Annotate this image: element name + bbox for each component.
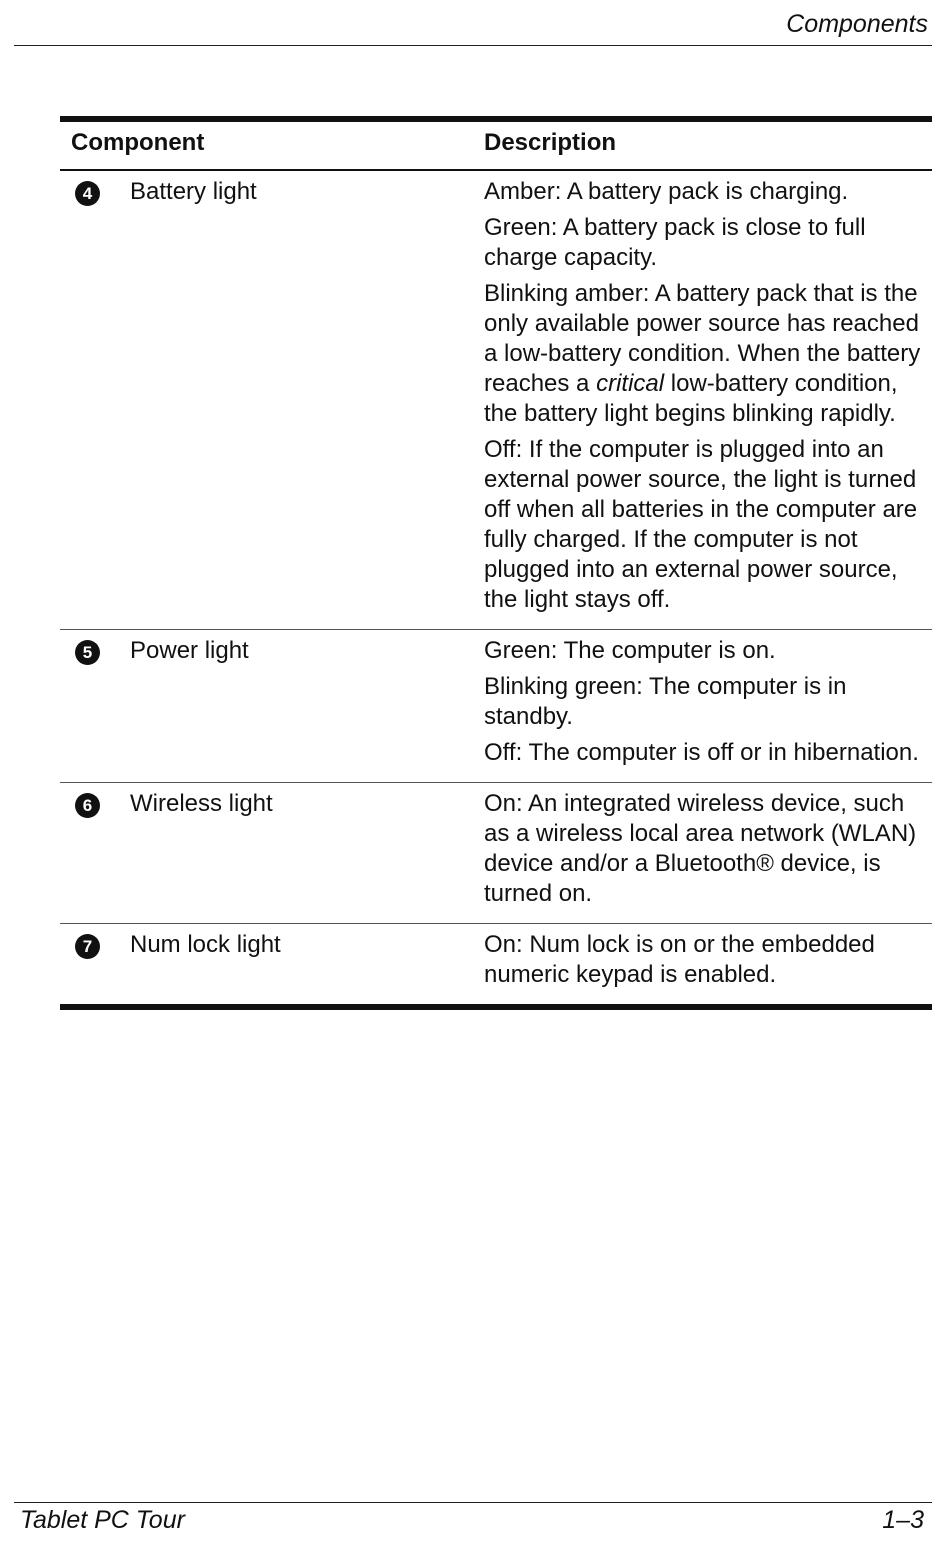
page-number: 1–3 (882, 1506, 924, 1534)
footer-rule (14, 1502, 932, 1503)
component-description (484, 630, 932, 783)
description-line: Off: The computer is off or in hibernation. (484, 739, 919, 766)
table-row (60, 170, 932, 630)
table-row (60, 924, 932, 1008)
component-name: Battery light (130, 178, 257, 205)
description-line: Blinking amber: A battery pack that is the only available power source has reached a low-battery condition. When the battery reaches a critical low-battery condition, the battery light begins blinking rapidly. (484, 280, 921, 427)
table-row (60, 630, 932, 783)
description-line: On: An integrated wireless device, such as a wireless local area network (WLAN) device and/or a Bluetooth® device, is turned on. (484, 790, 917, 907)
column-header-description: Description (484, 119, 932, 170)
table-row (60, 783, 932, 924)
description-line: Green: The computer is on. (484, 637, 776, 664)
component-name: Num lock light (130, 924, 484, 1008)
description-line: Off: If the computer is plugged into an external power source, the light is turned off when all batteries in the computer are fully charged. If the computer is not plugged into an external power source, the light stays off. (484, 436, 918, 613)
callout-number: 5 (75, 640, 100, 665)
header-rule (14, 45, 932, 46)
table-header-row (60, 119, 932, 170)
footer-title: Tablet PC Tour (20, 1506, 185, 1534)
callout-number: 7 (75, 934, 100, 959)
components-table-container (60, 116, 932, 1010)
running-header: Components (786, 10, 928, 38)
description-line: Blinking green: The computer is in standby. (484, 673, 847, 730)
callout-number: 4 (75, 181, 100, 206)
component-description (484, 924, 932, 1008)
column-header-component: Component (60, 119, 484, 170)
description-line: Amber: A battery pack is charging. (484, 178, 849, 205)
description-line: Green: A battery pack is close to full charge capacity. (484, 214, 866, 271)
callout-number: 6 (75, 793, 100, 818)
components-table (60, 116, 932, 1010)
component-description (484, 170, 932, 630)
component-name: Power light (130, 630, 484, 783)
component-description (484, 783, 932, 924)
component-name: Wireless light (130, 783, 484, 924)
description-line: On: Num lock is on or the embedded numeric keypad is enabled. (484, 931, 875, 988)
